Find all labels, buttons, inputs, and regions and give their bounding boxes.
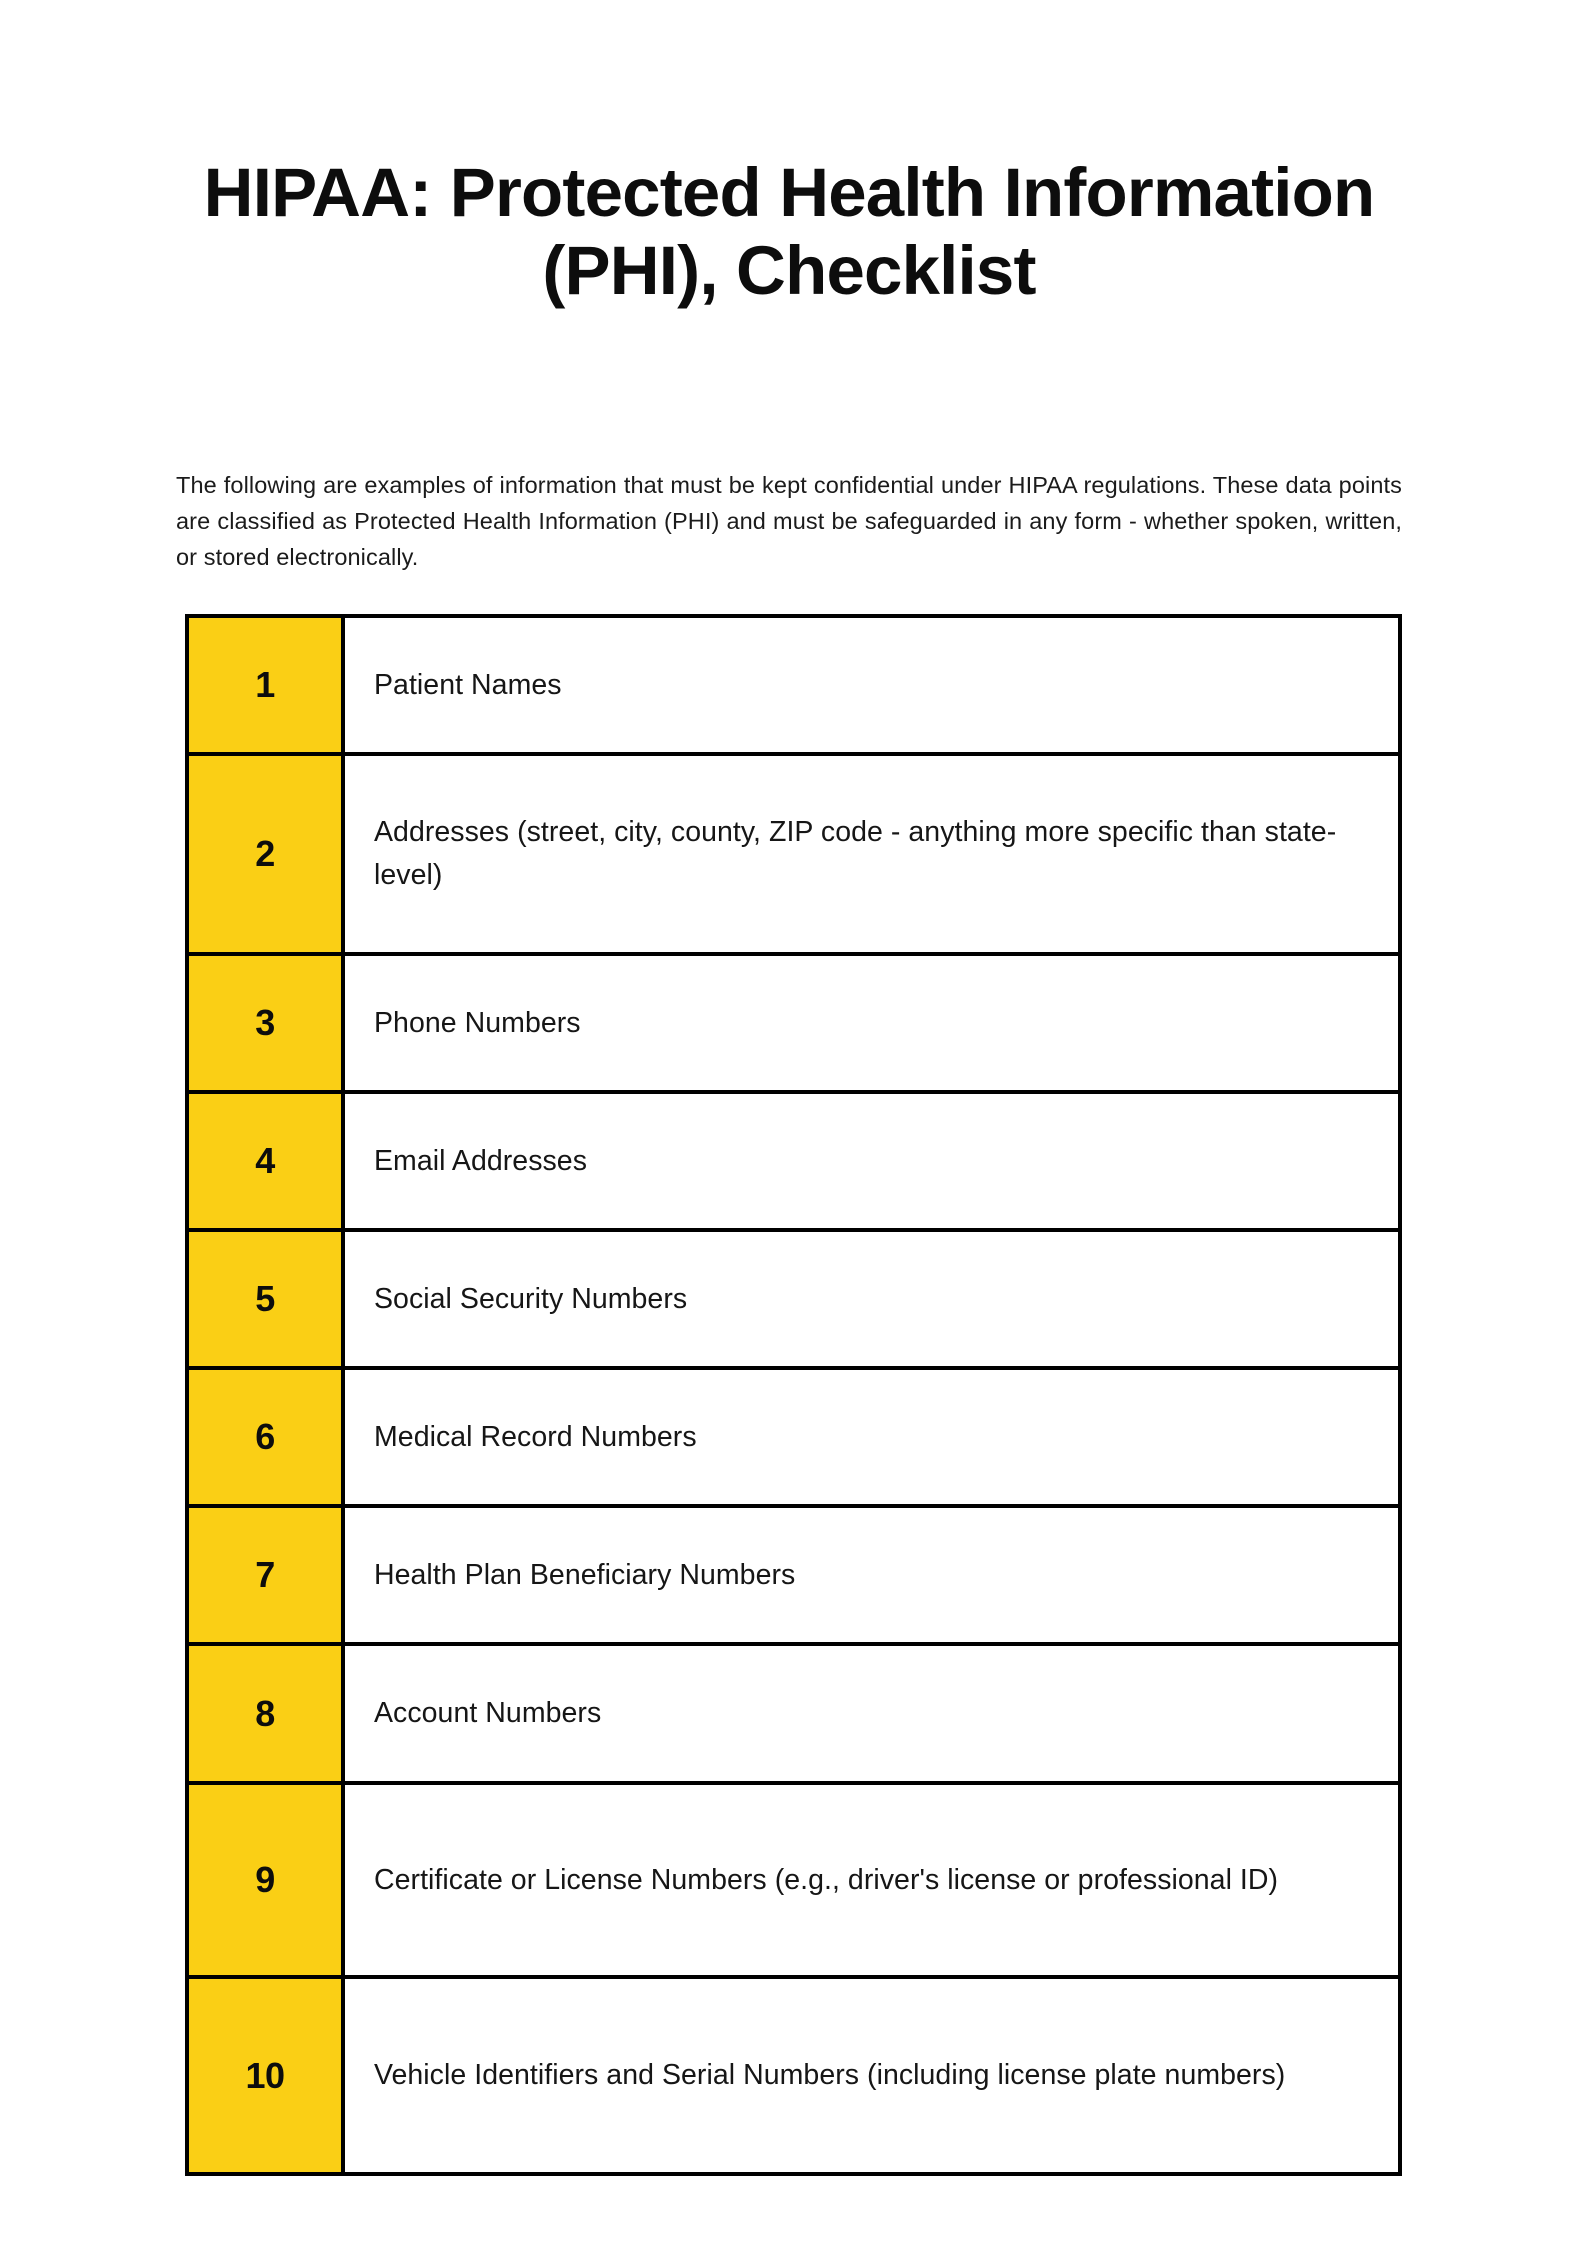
- row-number: 5: [189, 1232, 345, 1366]
- table-row: [189, 756, 1398, 956]
- row-label: Phone Numbers: [374, 1006, 581, 1039]
- table-row: [189, 1979, 1398, 2172]
- page-title: HIPAA: Protected Health Information (PHI), Checklist: [203, 154, 1375, 310]
- table-row: [189, 1785, 1398, 1979]
- table-row: [189, 618, 1398, 756]
- row-label: Certificate or License Numbers (e.g., driver's license or professional ID): [374, 1863, 1279, 1896]
- table-row: [189, 1646, 1398, 1785]
- phi-checklist-table: [185, 614, 1402, 2176]
- row-number: 6: [189, 1370, 345, 1504]
- table-row: [189, 1508, 1398, 1646]
- table-row: [189, 956, 1398, 1094]
- table-row: [189, 1370, 1398, 1508]
- row-number: 10: [189, 1979, 345, 2172]
- row-number: 8: [189, 1646, 345, 1781]
- row-number: 2: [189, 756, 345, 952]
- row-label: Addresses (street, city, county, ZIP code - anything more specific than state-level): [374, 816, 1337, 891]
- row-number: 9: [189, 1785, 345, 1975]
- row-label: Health Plan Beneficiary Numbers: [374, 1558, 796, 1591]
- row-label: Social Security Numbers: [374, 1282, 688, 1315]
- row-label: Patient Names: [374, 668, 562, 701]
- row-label: Medical Record Numbers: [374, 1420, 697, 1453]
- row-label: Vehicle Identifiers and Serial Numbers (including license plate numbers): [374, 2059, 1286, 2091]
- intro-paragraph: The following are examples of information that must be kept confidential under HIPAA regulations. These data points are classified as Protected Health Information (PHI) and must be safeguarded in any form - whether spoken, written, or stored electronically.: [176, 471, 1402, 570]
- table-row: [189, 1094, 1398, 1232]
- row-label: Account Numbers: [374, 1697, 602, 1729]
- row-label: Email Addresses: [374, 1144, 588, 1177]
- row-number: 3: [189, 956, 345, 1090]
- table-row: [189, 1232, 1398, 1370]
- row-number: 4: [189, 1094, 345, 1228]
- row-number: 1: [189, 618, 345, 752]
- row-number: 7: [189, 1508, 345, 1642]
